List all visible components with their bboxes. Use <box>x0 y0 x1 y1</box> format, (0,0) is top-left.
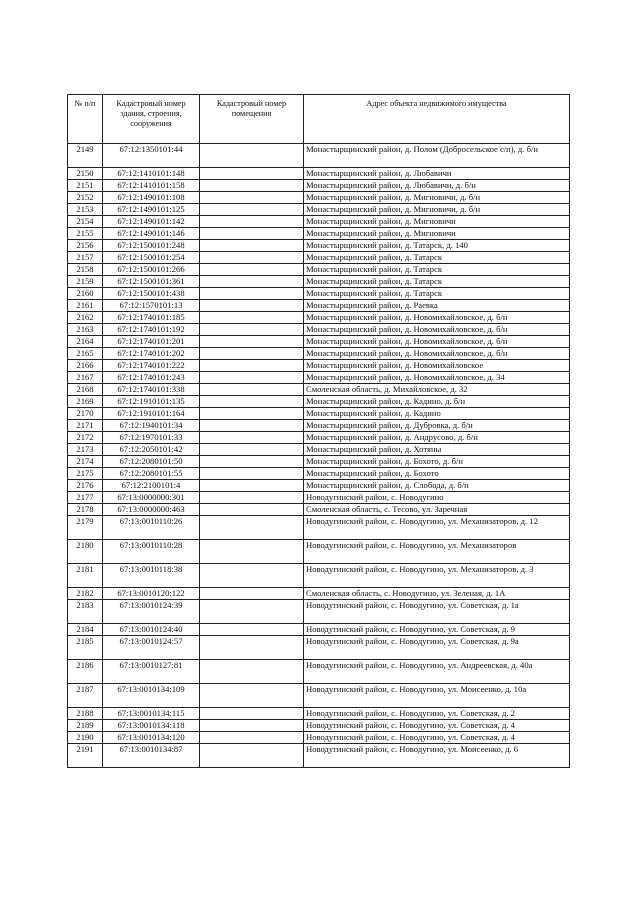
row-number: 2152 <box>68 192 103 204</box>
table-row <box>68 744 570 768</box>
property-address: Новодугинский район, с. Новодугино, ул. Советская, д. 4 <box>304 732 570 744</box>
row-number: 2159 <box>68 276 103 288</box>
premises-cadastral-number <box>200 336 304 348</box>
building-cadastral-number: 67:13:0010110:28 <box>103 540 200 564</box>
table-row <box>68 336 570 348</box>
building-cadastral-number: 67:12:2100101:4 <box>103 480 200 492</box>
row-number: 2190 <box>68 732 103 744</box>
building-cadastral-number: 67:12:1490101:108 <box>103 192 200 204</box>
premises-cadastral-number <box>200 456 304 468</box>
building-cadastral-number: 67:13:0010134:120 <box>103 732 200 744</box>
property-address: Монастырщинский район, д. Новомихайловское <box>304 360 570 372</box>
row-number: 2188 <box>68 708 103 720</box>
building-cadastral-number: 67:12:1350101:44 <box>103 144 200 168</box>
building-cadastral-number: 67:12:1910101:135 <box>103 396 200 408</box>
property-address: Монастырщинский район, д. Мигновичи, д. б/н <box>304 204 570 216</box>
row-number: 2156 <box>68 240 103 252</box>
row-number: 2187 <box>68 684 103 708</box>
building-cadastral-number: 67:13:0010134:115 <box>103 708 200 720</box>
premises-cadastral-number <box>200 408 304 420</box>
premises-cadastral-number <box>200 240 304 252</box>
property-address: Новодугинский район, с. Новодугино, ул. Советская, д. 2 <box>304 708 570 720</box>
property-address: Монастырщинский район, д. Любавичи <box>304 168 570 180</box>
building-cadastral-number: 67:13:0010118:38 <box>103 564 200 588</box>
building-cadastral-number: 67:12:1740101:222 <box>103 360 200 372</box>
property-address: Смоленская область, с. Тесово, ул. Заречная <box>304 504 570 516</box>
table-row <box>68 396 570 408</box>
premises-cadastral-number <box>200 732 304 744</box>
table-row <box>68 240 570 252</box>
premises-cadastral-number <box>200 276 304 288</box>
building-cadastral-number: 67:12:1500101:266 <box>103 264 200 276</box>
property-address: Новодугинский район, с. Новодугино, ул. Моисеенко, д. 6 <box>304 744 570 768</box>
row-number: 2163 <box>68 324 103 336</box>
premises-cadastral-number <box>200 372 304 384</box>
building-cadastral-number: 67:13:0010127:81 <box>103 660 200 684</box>
row-number: 2164 <box>68 336 103 348</box>
table-row <box>68 516 570 540</box>
row-number: 2171 <box>68 420 103 432</box>
row-number: 2186 <box>68 660 103 684</box>
table-row <box>68 468 570 480</box>
building-cadastral-number: 67:12:1940101:34 <box>103 420 200 432</box>
row-number: 2151 <box>68 180 103 192</box>
building-cadastral-number: 67:12:1490101:125 <box>103 204 200 216</box>
property-address: Монастырщинский район, д. Татарск <box>304 252 570 264</box>
table-row <box>68 204 570 216</box>
table-row <box>68 540 570 564</box>
premises-cadastral-number <box>200 312 304 324</box>
table-row <box>68 660 570 684</box>
table-row <box>68 144 570 168</box>
table-row <box>68 444 570 456</box>
row-number: 2173 <box>68 444 103 456</box>
building-cadastral-number: 67:12:2080101:55 <box>103 468 200 480</box>
property-address: Монастырщинский район, д. Хотяны <box>304 444 570 456</box>
table-row <box>68 288 570 300</box>
property-address: Новодугинский район, с. Новодугино, ул. Советская, д. 4 <box>304 720 570 732</box>
table-row <box>68 360 570 372</box>
premises-cadastral-number <box>200 564 304 588</box>
table-row <box>68 372 570 384</box>
table-row <box>68 636 570 660</box>
premises-cadastral-number <box>200 420 304 432</box>
table-row <box>68 588 570 600</box>
row-number: 2154 <box>68 216 103 228</box>
premises-cadastral-number <box>200 660 304 684</box>
header-address: Адрес объекта недвижимого имущества <box>304 95 570 144</box>
building-cadastral-number: 67:12:1910101:164 <box>103 408 200 420</box>
table-row <box>68 624 570 636</box>
building-cadastral-number: 67:12:1490101:142 <box>103 216 200 228</box>
building-cadastral-number: 67:12:1410101:158 <box>103 180 200 192</box>
building-cadastral-number: 67:12:1570101:13 <box>103 300 200 312</box>
building-cadastral-number: 67:12:1490101:146 <box>103 228 200 240</box>
premises-cadastral-number <box>200 264 304 276</box>
row-number: 2168 <box>68 384 103 396</box>
row-number: 2174 <box>68 456 103 468</box>
table-row <box>68 732 570 744</box>
premises-cadastral-number <box>200 516 304 540</box>
building-cadastral-number: 67:13:0010124:39 <box>103 600 200 624</box>
table-row <box>68 168 570 180</box>
property-address: Монастырщинский район, д. Татарск <box>304 276 570 288</box>
property-address: Монастырщинский район, д. Мигновичи <box>304 228 570 240</box>
row-number: 2172 <box>68 432 103 444</box>
premises-cadastral-number <box>200 180 304 192</box>
table-row <box>68 600 570 624</box>
building-cadastral-number: 67:12:1410101:148 <box>103 168 200 180</box>
premises-cadastral-number <box>200 492 304 504</box>
premises-cadastral-number <box>200 468 304 480</box>
row-number: 2189 <box>68 720 103 732</box>
row-number: 2191 <box>68 744 103 768</box>
property-address: Монастырщинский район, д. Новомихайловское, д. 34 <box>304 372 570 384</box>
building-cadastral-number: 67:13:0000000:463 <box>103 504 200 516</box>
row-number: 2184 <box>68 624 103 636</box>
premises-cadastral-number <box>200 432 304 444</box>
property-address: Новодугинский район, с. Новодугино, ул. Советская, д. 1а <box>304 600 570 624</box>
premises-cadastral-number <box>200 396 304 408</box>
building-cadastral-number: 67:12:1740101:201 <box>103 336 200 348</box>
premises-cadastral-number <box>200 168 304 180</box>
property-address: Монастырщинский район, д. Татарск <box>304 288 570 300</box>
property-address: Монастырщинский район, д. Мигновичи <box>304 216 570 228</box>
property-address: Смоленская область, с. Новодугино, ул. Зеленая, д. 1А <box>304 588 570 600</box>
table-header-row <box>68 95 570 144</box>
table-row <box>68 708 570 720</box>
header-premises-cadastral: Кадастровый номер помещения <box>200 95 304 144</box>
table-row <box>68 420 570 432</box>
premises-cadastral-number <box>200 192 304 204</box>
row-number: 2149 <box>68 144 103 168</box>
property-address: Монастырщинский район, д. Новомихайловское, д. б/н <box>304 312 570 324</box>
row-number: 2153 <box>68 204 103 216</box>
building-cadastral-number: 67:12:1500101:438 <box>103 288 200 300</box>
row-number: 2161 <box>68 300 103 312</box>
table-row <box>68 228 570 240</box>
building-cadastral-number: 67:12:1500101:248 <box>103 240 200 252</box>
property-address: Монастырщинский район, д. Татарск <box>304 264 570 276</box>
row-number: 2182 <box>68 588 103 600</box>
building-cadastral-number: 67:13:0010124:57 <box>103 636 200 660</box>
table-body <box>68 144 570 768</box>
premises-cadastral-number <box>200 384 304 396</box>
property-address: Новодугинский район, с. Новодугино, ул. Советская, д. 9а <box>304 636 570 660</box>
building-cadastral-number: 67:13:0010134:118 <box>103 720 200 732</box>
table-row <box>68 300 570 312</box>
building-cadastral-number: 67:12:2080101:50 <box>103 456 200 468</box>
row-number: 2155 <box>68 228 103 240</box>
property-address: Монастырщинский район, д. Дубровка, д. б/н <box>304 420 570 432</box>
premises-cadastral-number <box>200 540 304 564</box>
table-row <box>68 312 570 324</box>
row-number: 2165 <box>68 348 103 360</box>
row-number: 2157 <box>68 252 103 264</box>
row-number: 2175 <box>68 468 103 480</box>
premises-cadastral-number <box>200 600 304 624</box>
building-cadastral-number: 67:13:0010134:87 <box>103 744 200 768</box>
table-row <box>68 720 570 732</box>
table-row <box>68 504 570 516</box>
row-number: 2160 <box>68 288 103 300</box>
property-address: Монастырщинский район, д. Татарск, д. 140 <box>304 240 570 252</box>
building-cadastral-number: 67:12:1740101:243 <box>103 372 200 384</box>
property-address: Новодугинский район, с. Новодугино, ул. Механизаторов, д. 12 <box>304 516 570 540</box>
table-row <box>68 684 570 708</box>
row-number: 2178 <box>68 504 103 516</box>
building-cadastral-number: 67:13:0010110:26 <box>103 516 200 540</box>
building-cadastral-number: 67:12:1970101:33 <box>103 432 200 444</box>
row-number: 2179 <box>68 516 103 540</box>
premises-cadastral-number <box>200 720 304 732</box>
building-cadastral-number: 67:13:0000000:301 <box>103 492 200 504</box>
property-address: Новодугинский район, с. Новодугино, ул. Механизаторов <box>304 540 570 564</box>
table-row <box>68 564 570 588</box>
premises-cadastral-number <box>200 216 304 228</box>
table-row <box>68 432 570 444</box>
table-row <box>68 264 570 276</box>
table-row <box>68 276 570 288</box>
row-number: 2150 <box>68 168 103 180</box>
row-number: 2170 <box>68 408 103 420</box>
table-row <box>68 216 570 228</box>
header-building-cadastral: Кадастровый номер здания, строения, сооружения <box>103 95 200 144</box>
row-number: 2169 <box>68 396 103 408</box>
row-number: 2181 <box>68 564 103 588</box>
table-row <box>68 324 570 336</box>
table-row <box>68 192 570 204</box>
building-cadastral-number: 67:12:1740101:202 <box>103 348 200 360</box>
property-address: Новодугинский район, с. Новодугино, ул. Советская, д. 9 <box>304 624 570 636</box>
building-cadastral-number: 67:12:2050101:42 <box>103 444 200 456</box>
property-registry-table <box>67 94 570 768</box>
building-cadastral-number: 67:13:0010120:122 <box>103 588 200 600</box>
premises-cadastral-number <box>200 624 304 636</box>
property-address: Новодугинский район, с. Новодугино <box>304 492 570 504</box>
premises-cadastral-number <box>200 228 304 240</box>
table-row <box>68 408 570 420</box>
premises-cadastral-number <box>200 288 304 300</box>
premises-cadastral-number <box>200 300 304 312</box>
premises-cadastral-number <box>200 252 304 264</box>
property-address: Новодугинский район, с. Новодугино, ул. Механизаторов, д. 3 <box>304 564 570 588</box>
property-address: Монастырщинский район, д. Полом (Добросельское с/п), д. б/н <box>304 144 570 168</box>
building-cadastral-number: 67:12:1500101:361 <box>103 276 200 288</box>
row-number: 2167 <box>68 372 103 384</box>
premises-cadastral-number <box>200 360 304 372</box>
row-number: 2180 <box>68 540 103 564</box>
building-cadastral-number: 67:13:0010134:109 <box>103 684 200 708</box>
row-number: 2158 <box>68 264 103 276</box>
row-number: 2166 <box>68 360 103 372</box>
premises-cadastral-number <box>200 684 304 708</box>
premises-cadastral-number <box>200 348 304 360</box>
table-row <box>68 252 570 264</box>
property-address: Монастырщинский район, д. Кадино, д. б/н <box>304 396 570 408</box>
building-cadastral-number: 67:12:1740101:185 <box>103 312 200 324</box>
property-address: Новодугинский район, с. Новодугино, ул. Андреевская, д. 40а <box>304 660 570 684</box>
row-number: 2185 <box>68 636 103 660</box>
premises-cadastral-number <box>200 204 304 216</box>
row-number: 2177 <box>68 492 103 504</box>
table-row <box>68 348 570 360</box>
building-cadastral-number: 67:13:0010124:40 <box>103 624 200 636</box>
header-row-number: № п/п <box>68 95 103 144</box>
table-row <box>68 180 570 192</box>
premises-cadastral-number <box>200 444 304 456</box>
premises-cadastral-number <box>200 744 304 768</box>
property-address: Монастырщинский район, д. Слобода, д. б/н <box>304 480 570 492</box>
property-address: Монастырщинский район, д. Новомихайловское, д. б/н <box>304 324 570 336</box>
property-address: Монастырщинский район, д. Любавичи, д. б/н <box>304 180 570 192</box>
table-row <box>68 384 570 396</box>
premises-cadastral-number <box>200 324 304 336</box>
table-row <box>68 480 570 492</box>
premises-cadastral-number <box>200 708 304 720</box>
property-address: Монастырщинский район, д. Бохото, д. б/н <box>304 456 570 468</box>
premises-cadastral-number <box>200 504 304 516</box>
building-cadastral-number: 67:12:1740101:192 <box>103 324 200 336</box>
property-address: Монастырщинский район, д. Новомихайловское, д. б/н <box>304 348 570 360</box>
table-row <box>68 456 570 468</box>
property-address: Монастырщинский район, д. Бохото <box>304 468 570 480</box>
property-address: Новодугинский район, с. Новодугино, ул. Моисеенко, д. 10а <box>304 684 570 708</box>
premises-cadastral-number <box>200 480 304 492</box>
table-row <box>68 492 570 504</box>
premises-cadastral-number <box>200 144 304 168</box>
premises-cadastral-number <box>200 636 304 660</box>
building-cadastral-number: 67:12:1740101:338 <box>103 384 200 396</box>
property-address: Смоленская область, д. Михайловское, д. 32 <box>304 384 570 396</box>
property-address: Монастырщинский район, д. Мигновичи, д. б/н <box>304 192 570 204</box>
property-address: Монастырщинский район, д. Раевка <box>304 300 570 312</box>
row-number: 2162 <box>68 312 103 324</box>
premises-cadastral-number <box>200 588 304 600</box>
property-address: Монастырщинский район, д. Кадино <box>304 408 570 420</box>
row-number: 2183 <box>68 600 103 624</box>
building-cadastral-number: 67:12:1500101:254 <box>103 252 200 264</box>
property-address: Монастырщинский район, д. Новомихайловское, д. б/н <box>304 336 570 348</box>
property-address: Монастырщинский район, д. Андрусово, д. б/н <box>304 432 570 444</box>
row-number: 2176 <box>68 480 103 492</box>
